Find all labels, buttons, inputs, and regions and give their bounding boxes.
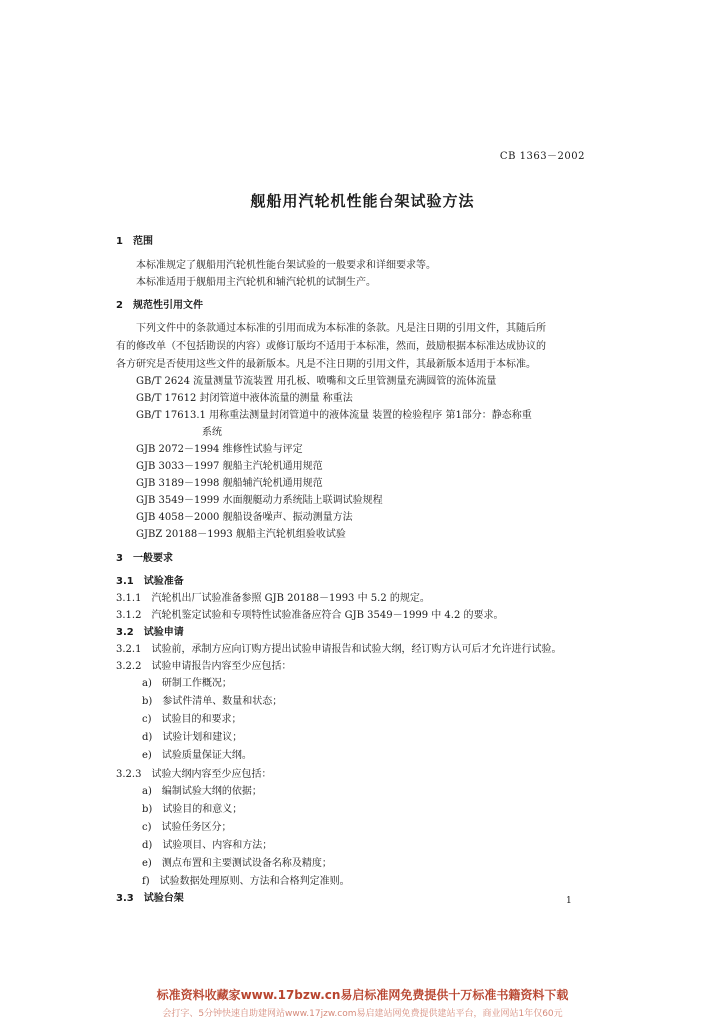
list-text: 测点布置和主要测试设备名称及精度；	[161, 858, 332, 869]
list-item	[142, 696, 282, 708]
list-text: 试验项目、内容和方法；	[162, 840, 273, 851]
list-text: 试验目的和要求；	[161, 714, 242, 725]
list-marker: a)	[142, 678, 152, 689]
reference-item: GJB 3033－1997 舰船主汽轮机通用规范	[136, 461, 323, 472]
list-item	[142, 822, 232, 834]
list-marker: a)	[142, 786, 152, 797]
clause-number: 3.2.1	[116, 644, 142, 655]
reference-item: GJB 2072－1994 维修性试验与评定	[136, 444, 303, 455]
reference-item: GJB 4058－2000 舰船设备噪声、振动测量方法	[136, 512, 353, 523]
reference-item: GB/T 17613.1 用称重法测量封闭管道中的液体流量 装置的检验程序 第1部分：静态称重	[136, 410, 532, 421]
clause-text: 试验前，承制方应向订购方提出试验申请报告和试验大纲，经订购方认可后才允许进行试验。	[151, 644, 562, 655]
clause-3-1-2	[116, 610, 504, 622]
clause-text: 汽轮机鉴定试验和专项特性试验准备应符合 GJB 3549－1999 中 4.2 的要求。	[151, 610, 504, 621]
paragraph: 各方研究是否使用这些文件的最新版本。凡是不注日期的引用文件，其最新版本适用于本标准。	[116, 359, 536, 370]
reference-item: GB/T 17612 封闭管道中液体流量的测量 称重法	[136, 393, 353, 404]
section-title: 范围	[132, 236, 153, 247]
list-text: 编制试验大纲的依据；	[161, 786, 262, 797]
clause-number: 3.2.3	[116, 769, 142, 780]
clause-text: 试验申请报告内容至少应包括：	[151, 661, 292, 672]
section-title: 试验台架	[143, 893, 184, 904]
section-number: 2	[116, 300, 123, 311]
document-title: 舰船用汽轮机性能台架试验方法	[250, 192, 475, 210]
list-item	[142, 732, 242, 744]
section-title: 规范性引用文件	[132, 300, 203, 311]
paragraph: 有的修改单（不包括勘误的内容）或修订版均不适用于本标准，然而，鼓励根据本标准达成协议的	[116, 341, 546, 352]
subsection-3-1-heading	[116, 576, 184, 588]
list-item	[142, 840, 272, 852]
list-marker: f)	[142, 876, 150, 887]
list-marker: c)	[142, 822, 152, 833]
list-marker: b)	[142, 696, 153, 707]
section-1-heading	[116, 236, 153, 248]
clause-number: 3.2.2	[116, 661, 142, 672]
reference-item: GJB 3189－1998 舰船辅汽轮机通用规范	[136, 478, 323, 489]
clause-3-2-2	[116, 661, 291, 673]
reference-item: GB/T 2624 流量测量节流装置 用孔板、喷嘴和文丘里管测量充满圆管的流体流量	[136, 376, 497, 387]
list-item	[142, 678, 232, 690]
clause-text: 试验大纲内容至少应包括：	[151, 769, 272, 780]
section-3-heading	[116, 553, 173, 565]
list-text: 研制工作概况；	[161, 678, 232, 689]
section-number: 3.2	[116, 627, 134, 638]
clause-number: 3.1.2	[116, 610, 142, 621]
section-number: 3	[116, 553, 123, 564]
section-number: 3.3	[116, 893, 134, 904]
list-marker: e)	[142, 858, 152, 869]
section-number: 1	[116, 236, 123, 247]
subsection-3-3-heading	[116, 893, 184, 905]
list-marker: c)	[142, 714, 152, 725]
list-item	[142, 714, 242, 726]
list-item	[142, 786, 262, 798]
list-item	[142, 876, 350, 888]
clause-text: 汽轮机出厂试验准备参照 GJB 20188－1993 中 5.2 的规定。	[151, 593, 430, 604]
section-title: 试验申请	[143, 627, 184, 638]
list-item	[142, 750, 252, 762]
subsection-3-2-heading	[116, 627, 184, 639]
clause-3-1-1	[116, 593, 430, 605]
footer-watermark-line-2[interactable]: 会打字、5分钟快速自助建网站www.17jzw.com易启建站网免费提供建站平台，商业网站1年仅60元	[162, 1009, 563, 1019]
reference-item: GJB 3549－1999 水面舰艇动力系统陆上联调试验规程	[136, 495, 383, 506]
section-number: 3.1	[116, 576, 134, 587]
list-text: 试验质量保证大纲。	[161, 750, 252, 761]
list-text: 试验数据处理原则、方法和合格判定准则。	[159, 876, 350, 887]
list-marker: e)	[142, 750, 152, 761]
paragraph: 下列文件中的条款通过本标准的引用而成为本标准的条款。凡是注日期的引用文件，其随后所	[136, 323, 546, 334]
paragraph: 本标准适用于舰船用主汽轮机和辅汽轮机的试制生产。	[136, 277, 376, 288]
reference-item: GJBZ 20188－1993 舰船主汽轮机组验收试验	[136, 529, 346, 540]
list-text: 试验计划和建议；	[162, 732, 243, 743]
list-marker: b)	[142, 804, 153, 815]
list-text: 参试件清单、数量和状态；	[162, 696, 283, 707]
list-marker: d)	[142, 732, 153, 743]
clause-3-2-3	[116, 769, 271, 781]
section-2-heading	[116, 300, 203, 312]
clause-3-2-1	[116, 644, 561, 656]
list-text: 试验任务区分；	[161, 822, 232, 833]
paragraph: 本标准规定了舰船用汽轮机性能台架试验的一般要求和详细要求等。	[136, 260, 436, 271]
list-item	[142, 804, 242, 816]
section-title: 一般要求	[132, 553, 173, 564]
list-text: 试验目的和意义；	[162, 804, 243, 815]
footer-watermark-line-1[interactable]: 标准资料收藏家www.17bzw.cn易启标准网免费提供十万标准书籍资料下载	[156, 988, 569, 1002]
list-marker: d)	[142, 840, 153, 851]
section-title: 试验准备	[143, 576, 184, 587]
page-number: 1	[566, 896, 572, 906]
reference-item-continued: 系统	[202, 427, 222, 438]
list-item	[142, 858, 332, 870]
standard-code: CB 1363－2002	[499, 151, 585, 162]
clause-number: 3.1.1	[116, 593, 142, 604]
